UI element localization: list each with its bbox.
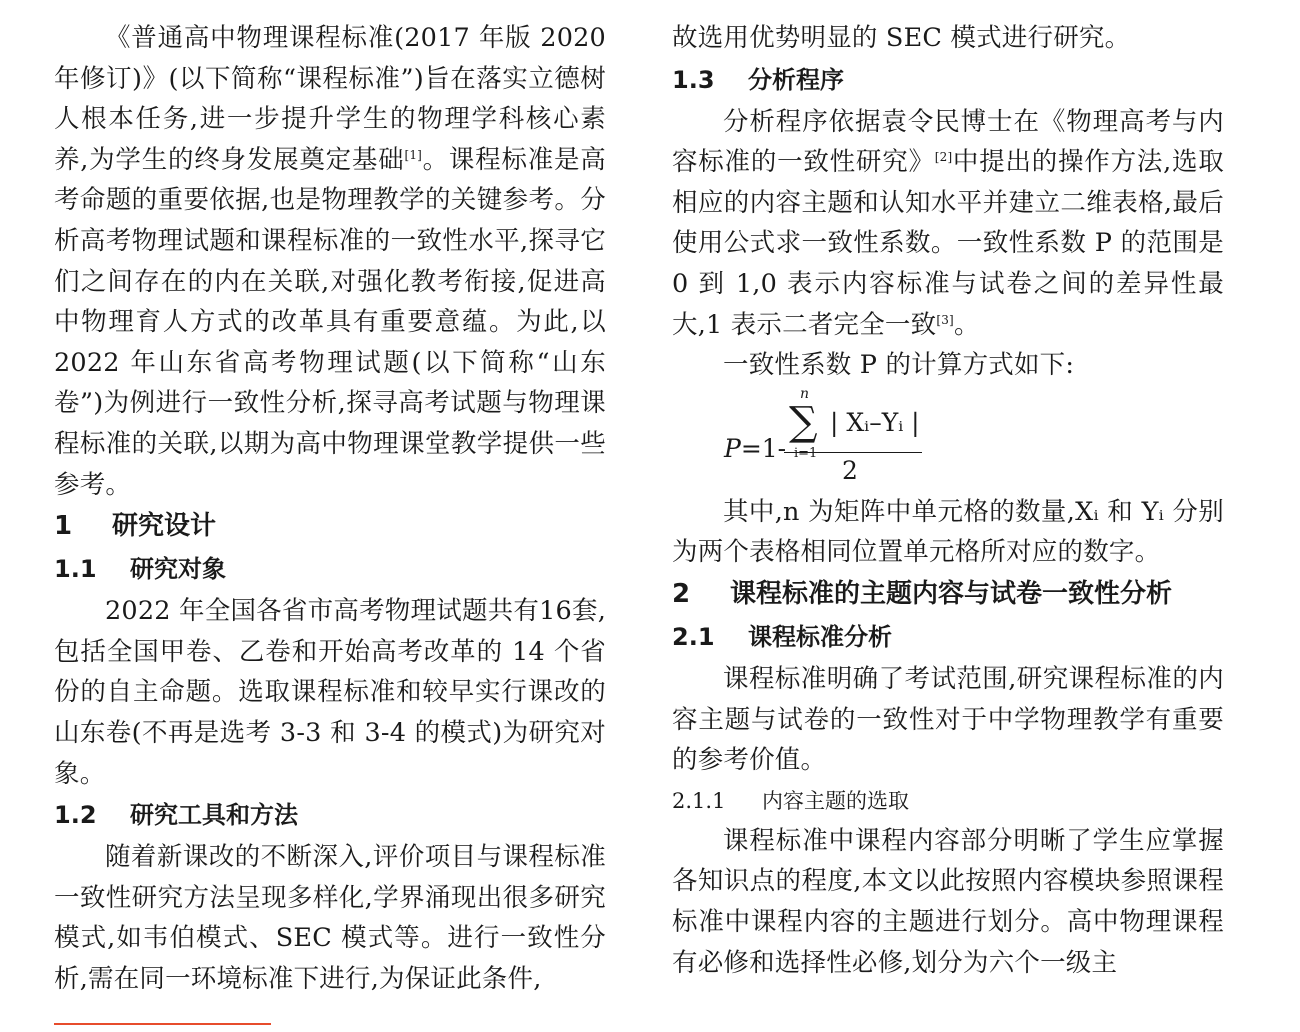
- body-paragraph: 2022 年全国各省市高考物理试题共有16套,包括全国甲卷、乙卷和开始高考改革的 14 个省份的自主命题。选取课程标准和较早实行课改的山东卷(不再是选考 3-3 和 3-4 的模式)为研究对象。: [54, 596, 606, 789]
- right-column: [672, 18, 1224, 983]
- body-paragraph-continued: 故选用优势明显的 SEC 模式进行研究。: [672, 23, 1131, 53]
- subsection-heading: 1.3 分析程序: [672, 65, 844, 94]
- formula-explanation: 其中,n 为矩阵中单元格的数量,Xᵢ 和 Yᵢ 分别为两个表格相同位置单元格所对应的数字。: [672, 496, 1224, 568]
- body-paragraph: 随着新课改的不断深入,评价项目与课程标准一致性研究方法呈现多样化,学界涌现出很多研究模式,如韦伯模式、SEC 模式等。进行一致性分析,需在同一环境标准下进行,为保证此条件,: [54, 842, 606, 994]
- body-paragraph: 分析程序依据袁令民博士在《物理高考与内容标准的一致性研究》[2]中提出的操作方法,选取相应的内容主题和认知水平并建立二维表格,最后使用公式求一致性系数。一致性系数 P 的范围是 0 到 1,0 表示内容标准与试卷之间的差异性最大,1 表示二者完全一致[3]。: [672, 106, 1224, 340]
- subsection-heading: 1.2 研究工具和方法: [54, 801, 298, 830]
- fraction-bar: [784, 452, 922, 453]
- citation-ref[interactable]: [1]: [404, 147, 423, 162]
- subsection-heading: 1.1 研究对象: [54, 555, 226, 584]
- footnote-rule: [54, 1023, 271, 1025]
- body-paragraph: 课程标准中课程内容部分明晰了学生应掌握各知识点的程度,本文以此按照内容模块参照课程标准中课程内容的主题进行划分。高中物理课程有必修和选择性必修,划分为六个一级主: [672, 825, 1224, 978]
- left-column: [54, 18, 606, 999]
- formula-lhs: P=1-: [724, 433, 787, 463]
- consistency-formula: [672, 386, 1224, 492]
- formula-intro: 一致性系数 P 的计算方式如下:: [723, 350, 1075, 381]
- subsubsection-heading: 2.1.1 内容主题的选取: [672, 788, 909, 813]
- subsection-heading: 2.1 课程标准分析: [672, 622, 892, 651]
- citation-ref[interactable]: [3]: [936, 312, 954, 327]
- intro-paragraph: 《普通高中物理课程标准(2017 年版 2020年修订)》(以下简称“课程标准”)旨在落实立德树人根本任务,进一步提升学生的物理学科核心素养,为学生的终身发展奠定基础[1]。课程标准是高考命题的重要依据,也是物理教学的关键参考。分析高考物理试题和课程标准的一致性水平,探寻它们之间存在的内在关联,对强化教考衔接,促进高中物理育人方式的改革具有重要意蕴。为此,以 2022 年山东省高考物理试题(以下简称“山东卷”)为例进行一致性分析,探寻高考试题与物理课程标准的关联,以期为高中物理课堂教学提供一些参考。: [54, 23, 606, 500]
- sum-lower-limit: i=1: [794, 445, 818, 461]
- section-heading: 1 研究设计: [54, 511, 217, 542]
- section-heading: 2 课程标准的主题内容与试卷一致性分析: [672, 578, 1173, 609]
- citation-ref[interactable]: [2]: [934, 150, 953, 165]
- body-paragraph: 课程标准明确了考试范围,研究课程标准的内容主题与试卷的一致性对于中学物理教学有重要的参考价值。: [672, 663, 1224, 776]
- formula-numerator: | Xᵢ–Yᵢ |: [830, 407, 920, 437]
- formula-denominator: 2: [842, 455, 858, 485]
- sum-symbol: ∑: [789, 398, 818, 445]
- sum-upper-limit: n: [800, 385, 810, 402]
